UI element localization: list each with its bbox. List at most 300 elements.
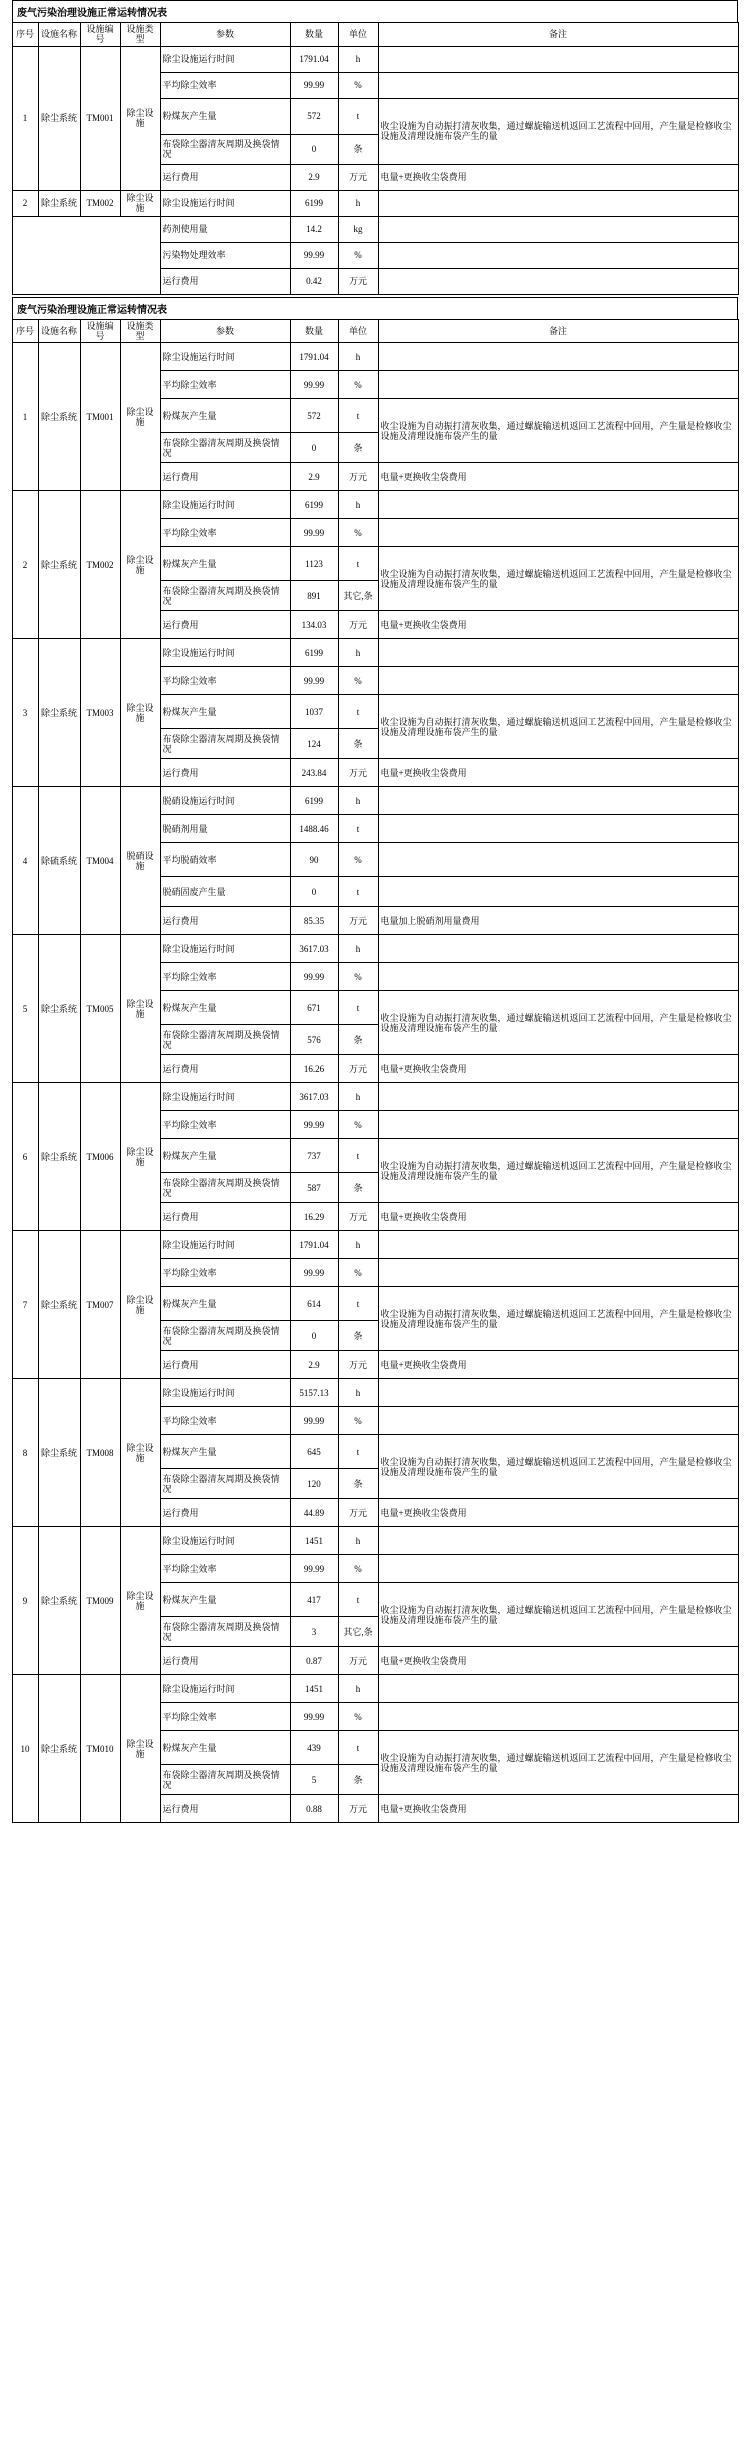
cell-remark: 电量+更换收尘袋费用 (378, 164, 738, 190)
cell-unit: 万元 (338, 268, 378, 294)
cell-unit: 条 (338, 1173, 378, 1203)
cell-remark: 收尘设施为自动振打清灰收集，通过螺旋输送机返回工艺流程中回用，产生量是检修收尘设施及清理设施布袋产生的量 (378, 547, 738, 611)
cell-remark (378, 877, 738, 907)
cell-value: 737 (290, 1139, 338, 1173)
cell-param: 除尘设施运行时间 (160, 935, 290, 963)
cell-remark: 收尘设施为自动振打清灰收集，通过螺旋输送机返回工艺流程中回用，产生量是检修收尘设施及清理设施布袋产生的量 (378, 1139, 738, 1203)
cell-facility-no: TM007 (80, 1231, 120, 1379)
cell-param: 平均除尘效率 (160, 1407, 290, 1435)
cell-param: 粉煤灰产生量 (160, 98, 290, 134)
cell-param: 粉煤灰产生量 (160, 1583, 290, 1617)
cell-value: 3617.03 (290, 935, 338, 963)
cell-facility-name: 除尘系统 (38, 343, 80, 491)
cell-seq: 10 (12, 1675, 38, 1823)
cell-unit: t (338, 1435, 378, 1469)
cell-unit: t (338, 1139, 378, 1173)
cell-unit: 条 (338, 433, 378, 463)
cell-facility-type: 脱硝设施 (120, 787, 160, 935)
top-table-title: 废气污染治理设施正常运转情况表 (12, 0, 738, 22)
cell-param: 布袋除尘器清灰周期及换袋情况 (160, 1025, 290, 1055)
table-row (12, 268, 738, 294)
cell-value: 1791.04 (290, 1231, 338, 1259)
cell-value: 0.42 (290, 268, 338, 294)
cell-param: 粉煤灰产生量 (160, 991, 290, 1025)
cell-facility-type: 除尘设施 (120, 1527, 160, 1675)
cell-remark: 收尘设施为自动振打清灰收集，通过螺旋输送机返回工艺流程中回用，产生量是检修收尘设施及清理设施布袋产生的量 (378, 1731, 738, 1795)
cell-param: 运行费用 (160, 907, 290, 935)
cell-unit: % (338, 371, 378, 399)
cell-param: 布袋除尘器清灰周期及换袋情况 (160, 1173, 290, 1203)
cell-remark (378, 935, 738, 963)
cell-value: 1037 (290, 695, 338, 729)
cell-value: 243.84 (290, 759, 338, 787)
cell-unit: 条 (338, 1765, 378, 1795)
cell-unit: h (338, 46, 378, 72)
main-table-title: 废气污染治理设施正常运转情况表 (12, 297, 738, 319)
cell-remark (378, 1555, 738, 1583)
cell-unit: % (338, 1555, 378, 1583)
cell-facility-no: TM001 (80, 46, 120, 190)
cell-remark: 电量+更换收尘袋费用 (378, 1795, 738, 1823)
cell-param: 除尘设施运行时间 (160, 190, 290, 216)
header-remark: 备注 (378, 319, 738, 343)
cell-value: 16.29 (290, 1203, 338, 1231)
table-row (12, 1231, 738, 1259)
cell-unit: h (338, 639, 378, 667)
main-table-caption-wrap (12, 297, 738, 319)
top-table (12, 22, 739, 295)
cell-param: 布袋除尘器清灰周期及换袋情况 (160, 581, 290, 611)
cell-remark (378, 1231, 738, 1259)
cell-unit: h (338, 491, 378, 519)
cell-unit: 其它,条 (338, 1617, 378, 1647)
cell-remark: 收尘设施为自动振打清灰收集，通过螺旋输送机返回工艺流程中回用，产生量是检修收尘设施及清理设施布袋产生的量 (378, 98, 738, 164)
cell-param: 布袋除尘器清灰周期及换袋情况 (160, 1765, 290, 1795)
cell-remark (378, 963, 738, 991)
cell-unit: 万元 (338, 164, 378, 190)
cell-value: 5157.13 (290, 1379, 338, 1407)
table-row (12, 787, 738, 815)
cell-facility-name: 除尘系统 (38, 491, 80, 639)
header-facility-name: 设施名称 (38, 23, 80, 47)
table-row (12, 1675, 738, 1703)
cell-remark (378, 371, 738, 399)
cell-value: 572 (290, 399, 338, 433)
cell-param: 运行费用 (160, 1203, 290, 1231)
cell-param: 污染物处理效率 (160, 242, 290, 268)
cell-seq: 2 (12, 190, 38, 216)
table-row (12, 1083, 738, 1111)
cell-unit: h (338, 935, 378, 963)
cell-param: 运行费用 (160, 1499, 290, 1527)
cell-value: 1123 (290, 547, 338, 581)
cell-value: 2.9 (290, 164, 338, 190)
cell-unit: 万元 (338, 1055, 378, 1083)
cell-param: 运行费用 (160, 463, 290, 491)
cell-seq: 1 (12, 46, 38, 190)
cell-unit: h (338, 1379, 378, 1407)
table-header-row (12, 319, 738, 343)
cell-param: 平均除尘效率 (160, 519, 290, 547)
header-value: 数量 (290, 23, 338, 47)
cell-param: 除尘设施运行时间 (160, 1527, 290, 1555)
cell-value: 671 (290, 991, 338, 1025)
cell-unit: % (338, 1703, 378, 1731)
cell-unit: t (338, 815, 378, 843)
cell-param: 平均除尘效率 (160, 963, 290, 991)
cell-facility-no: TM005 (80, 935, 120, 1083)
table-row (12, 242, 738, 268)
cell-facility-name: 除尘系统 (38, 1675, 80, 1823)
cell-remark: 电量+更换收尘袋费用 (378, 1203, 738, 1231)
cell-param: 脱硝固废产生量 (160, 877, 290, 907)
cell-seq: 2 (12, 491, 38, 639)
cell-value: 99.99 (290, 1555, 338, 1583)
cell-seq: 1 (12, 343, 38, 491)
header-seq: 序号 (12, 23, 38, 47)
cell-facility-type: 除尘设施 (120, 46, 160, 190)
cell-facility-no: TM002 (80, 190, 120, 216)
cell-facility-no: TM003 (80, 639, 120, 787)
empty-cell (12, 268, 160, 294)
cell-value: 2.9 (290, 463, 338, 491)
table-row (12, 935, 738, 963)
cell-unit: t (338, 1583, 378, 1617)
cell-remark: 电量+更换收尘袋费用 (378, 759, 738, 787)
cell-remark (378, 667, 738, 695)
cell-param: 运行费用 (160, 1055, 290, 1083)
cell-unit: h (338, 787, 378, 815)
table-row (12, 190, 738, 216)
cell-param: 布袋除尘器清灰周期及换袋情况 (160, 433, 290, 463)
main-table (12, 319, 739, 1824)
cell-param: 布袋除尘器清灰周期及换袋情况 (160, 1617, 290, 1647)
cell-remark (378, 787, 738, 815)
cell-remark: 电量+更换收尘袋费用 (378, 611, 738, 639)
table-row (12, 1527, 738, 1555)
cell-unit: kg (338, 216, 378, 242)
cell-remark: 电量+更换收尘袋费用 (378, 1055, 738, 1083)
cell-seq: 4 (12, 787, 38, 935)
cell-value: 3 (290, 1617, 338, 1647)
cell-remark: 收尘设施为自动振打清灰收集，通过螺旋输送机返回工艺流程中回用，产生量是检修收尘设施及清理设施布袋产生的量 (378, 1583, 738, 1647)
cell-unit: 万元 (338, 1351, 378, 1379)
cell-facility-name: 除尘系统 (38, 639, 80, 787)
cell-remark (378, 72, 738, 98)
table-row (12, 639, 738, 667)
cell-facility-no: TM006 (80, 1083, 120, 1231)
cell-unit: t (338, 695, 378, 729)
cell-value: 1791.04 (290, 343, 338, 371)
cell-param: 除尘设施运行时间 (160, 1675, 290, 1703)
cell-remark (378, 1083, 738, 1111)
cell-unit: % (338, 667, 378, 695)
cell-seq: 7 (12, 1231, 38, 1379)
cell-param: 运行费用 (160, 1647, 290, 1675)
cell-param: 粉煤灰产生量 (160, 399, 290, 433)
cell-remark (378, 1407, 738, 1435)
cell-value: 2.9 (290, 1351, 338, 1379)
header-param: 参数 (160, 319, 290, 343)
cell-facility-type: 除尘设施 (120, 1083, 160, 1231)
cell-value: 0 (290, 433, 338, 463)
cell-value: 14.2 (290, 216, 338, 242)
cell-facility-name: 除尘系统 (38, 1083, 80, 1231)
cell-value: 120 (290, 1469, 338, 1499)
cell-remark (378, 639, 738, 667)
empty-cell (12, 216, 160, 242)
header-unit: 单位 (338, 319, 378, 343)
cell-facility-no: TM010 (80, 1675, 120, 1823)
table-row (12, 343, 738, 371)
cell-unit: 万元 (338, 611, 378, 639)
cell-param: 布袋除尘器清灰周期及换袋情况 (160, 729, 290, 759)
cell-param: 粉煤灰产生量 (160, 695, 290, 729)
cell-value: 99.99 (290, 1703, 338, 1731)
cell-unit: h (338, 1083, 378, 1111)
cell-value: 6199 (290, 639, 338, 667)
cell-param: 粉煤灰产生量 (160, 1731, 290, 1765)
cell-param: 粉煤灰产生量 (160, 1139, 290, 1173)
header-facility-type: 设施类型 (120, 319, 160, 343)
cell-unit: 万元 (338, 759, 378, 787)
cell-remark: 收尘设施为自动振打清灰收集，通过螺旋输送机返回工艺流程中回用，产生量是检修收尘设施及清理设施布袋产生的量 (378, 991, 738, 1055)
cell-remark (378, 190, 738, 216)
cell-seq: 6 (12, 1083, 38, 1231)
cell-facility-no: TM001 (80, 343, 120, 491)
cell-remark (378, 46, 738, 72)
cell-remark: 收尘设施为自动振打清灰收集，通过螺旋输送机返回工艺流程中回用，产生量是检修收尘设施及清理设施布袋产生的量 (378, 1435, 738, 1499)
cell-param: 平均脱硝效率 (160, 843, 290, 877)
cell-value: 1451 (290, 1675, 338, 1703)
cell-value: 5 (290, 1765, 338, 1795)
cell-param: 运行费用 (160, 268, 290, 294)
cell-param: 平均除尘效率 (160, 72, 290, 98)
cell-facility-no: TM002 (80, 491, 120, 639)
cell-unit: t (338, 547, 378, 581)
cell-value: 99.99 (290, 242, 338, 268)
cell-value: 891 (290, 581, 338, 611)
cell-value: 0 (290, 1321, 338, 1351)
cell-param: 粉煤灰产生量 (160, 1287, 290, 1321)
cell-facility-name: 除尘系统 (38, 46, 80, 190)
cell-remark (378, 1527, 738, 1555)
cell-unit: t (338, 1731, 378, 1765)
header-value: 数量 (290, 319, 338, 343)
cell-value: 0 (290, 134, 338, 164)
cell-value: 16.26 (290, 1055, 338, 1083)
cell-value: 0.87 (290, 1647, 338, 1675)
cell-value: 1451 (290, 1527, 338, 1555)
cell-value: 99.99 (290, 1111, 338, 1139)
cell-param: 粉煤灰产生量 (160, 1435, 290, 1469)
cell-unit: 万元 (338, 1203, 378, 1231)
cell-value: 124 (290, 729, 338, 759)
cell-facility-type: 除尘设施 (120, 491, 160, 639)
cell-unit: % (338, 843, 378, 877)
cell-unit: 万元 (338, 1795, 378, 1823)
cell-param: 运行费用 (160, 611, 290, 639)
cell-facility-no: TM008 (80, 1379, 120, 1527)
cell-param: 除尘设施运行时间 (160, 491, 290, 519)
cell-value: 645 (290, 1435, 338, 1469)
cell-remark: 收尘设施为自动振打清灰收集，通过螺旋输送机返回工艺流程中回用，产生量是检修收尘设施及清理设施布袋产生的量 (378, 695, 738, 759)
cell-unit: 条 (338, 134, 378, 164)
table-row (12, 1379, 738, 1407)
cell-param: 除尘设施运行时间 (160, 639, 290, 667)
cell-unit: h (338, 343, 378, 371)
cell-value: 44.89 (290, 1499, 338, 1527)
cell-facility-no: TM004 (80, 787, 120, 935)
cell-facility-name: 除尘系统 (38, 1527, 80, 1675)
cell-unit: 万元 (338, 1499, 378, 1527)
cell-param: 运行费用 (160, 1351, 290, 1379)
cell-remark: 电量+更换收尘袋费用 (378, 463, 738, 491)
cell-param: 布袋除尘器清灰周期及换袋情况 (160, 1469, 290, 1499)
cell-value: 99.99 (290, 1407, 338, 1435)
cell-param: 运行费用 (160, 1795, 290, 1823)
cell-facility-type: 除尘设施 (120, 1675, 160, 1823)
cell-unit: % (338, 1407, 378, 1435)
cell-remark: 电量+更换收尘袋费用 (378, 1499, 738, 1527)
table-row (12, 46, 738, 72)
cell-param: 平均除尘效率 (160, 1555, 290, 1583)
cell-param: 除尘设施运行时间 (160, 1231, 290, 1259)
cell-param: 平均除尘效率 (160, 371, 290, 399)
cell-unit: t (338, 877, 378, 907)
cell-unit: % (338, 963, 378, 991)
cell-unit: h (338, 1527, 378, 1555)
cell-value: 99.99 (290, 519, 338, 547)
cell-remark (378, 1259, 738, 1287)
cell-facility-name: 除尘系统 (38, 1379, 80, 1527)
cell-unit: t (338, 399, 378, 433)
cell-remark (378, 268, 738, 294)
cell-value: 85.35 (290, 907, 338, 935)
cell-remark (378, 1111, 738, 1139)
cell-value: 6199 (290, 190, 338, 216)
cell-param: 除尘设施运行时间 (160, 1083, 290, 1111)
cell-param: 脱硝设施运行时间 (160, 787, 290, 815)
cell-remark: 收尘设施为自动振打清灰收集，通过螺旋输送机返回工艺流程中回用，产生量是检修收尘设施及清理设施布袋产生的量 (378, 1287, 738, 1351)
cell-unit: h (338, 1675, 378, 1703)
cell-seq: 3 (12, 639, 38, 787)
cell-remark (378, 1379, 738, 1407)
cell-value: 417 (290, 1583, 338, 1617)
cell-facility-type: 除尘设施 (120, 639, 160, 787)
cell-unit: % (338, 1111, 378, 1139)
cell-unit: 其它,条 (338, 581, 378, 611)
cell-unit: t (338, 98, 378, 134)
cell-value: 1488.46 (290, 815, 338, 843)
cell-value: 99.99 (290, 667, 338, 695)
cell-unit: 条 (338, 729, 378, 759)
cell-facility-type: 除尘设施 (120, 190, 160, 216)
cell-unit: 万元 (338, 463, 378, 491)
cell-unit: % (338, 242, 378, 268)
cell-value: 6199 (290, 491, 338, 519)
cell-value: 439 (290, 1731, 338, 1765)
cell-value: 3617.03 (290, 1083, 338, 1111)
cell-value: 99.99 (290, 1259, 338, 1287)
cell-remark (378, 843, 738, 877)
cell-param: 除尘设施运行时间 (160, 1379, 290, 1407)
cell-unit: h (338, 190, 378, 216)
header-param: 参数 (160, 23, 290, 47)
cell-value: 614 (290, 1287, 338, 1321)
header-seq: 序号 (12, 319, 38, 343)
top-table-caption-wrap (12, 0, 738, 22)
empty-cell (12, 242, 160, 268)
cell-param: 平均除尘效率 (160, 1259, 290, 1287)
cell-unit: 条 (338, 1469, 378, 1499)
cell-unit: 条 (338, 1321, 378, 1351)
cell-remark (378, 1675, 738, 1703)
header-facility-name: 设施名称 (38, 319, 80, 343)
cell-value: 99.99 (290, 963, 338, 991)
cell-value: 90 (290, 843, 338, 877)
cell-remark (378, 216, 738, 242)
cell-param: 粉煤灰产生量 (160, 547, 290, 581)
cell-remark (378, 815, 738, 843)
cell-value: 572 (290, 98, 338, 134)
cell-unit: % (338, 72, 378, 98)
cell-unit: % (338, 1259, 378, 1287)
header-facility-no: 设施编号 (80, 319, 120, 343)
cell-param: 平均除尘效率 (160, 1111, 290, 1139)
cell-seq: 8 (12, 1379, 38, 1527)
cell-value: 99.99 (290, 371, 338, 399)
cell-unit: % (338, 519, 378, 547)
cell-value: 0 (290, 877, 338, 907)
cell-unit: 万元 (338, 1647, 378, 1675)
cell-value: 1791.04 (290, 46, 338, 72)
table-row (12, 491, 738, 519)
cell-param: 布袋除尘器清灰周期及换袋情况 (160, 134, 290, 164)
table-row (12, 216, 738, 242)
cell-value: 587 (290, 1173, 338, 1203)
cell-param: 运行费用 (160, 164, 290, 190)
cell-unit: h (338, 1231, 378, 1259)
cell-param: 除尘设施运行时间 (160, 343, 290, 371)
cell-param: 脱硝剂用量 (160, 815, 290, 843)
cell-seq: 5 (12, 935, 38, 1083)
cell-facility-name: 除尘系统 (38, 190, 80, 216)
cell-facility-name: 除尘系统 (38, 1231, 80, 1379)
cell-unit: t (338, 991, 378, 1025)
cell-facility-name: 除硫系统 (38, 787, 80, 935)
cell-param: 药剂使用量 (160, 216, 290, 242)
cell-remark (378, 1703, 738, 1731)
cell-remark (378, 242, 738, 268)
cell-value: 0.88 (290, 1795, 338, 1823)
cell-param: 平均除尘效率 (160, 667, 290, 695)
cell-unit: t (338, 1287, 378, 1321)
cell-unit: 万元 (338, 907, 378, 935)
cell-remark: 收尘设施为自动振打清灰收集，通过螺旋输送机返回工艺流程中回用，产生量是检修收尘设施及清理设施布袋产生的量 (378, 399, 738, 463)
cell-facility-name: 除尘系统 (38, 935, 80, 1083)
cell-unit: 条 (338, 1025, 378, 1055)
header-facility-type: 设施类型 (120, 23, 160, 47)
cell-facility-no: TM009 (80, 1527, 120, 1675)
header-facility-no: 设施编号 (80, 23, 120, 47)
cell-value: 134.03 (290, 611, 338, 639)
cell-param: 除尘设施运行时间 (160, 46, 290, 72)
header-unit: 单位 (338, 23, 378, 47)
table-header-row (12, 23, 738, 47)
cell-facility-type: 除尘设施 (120, 935, 160, 1083)
cell-value: 99.99 (290, 72, 338, 98)
